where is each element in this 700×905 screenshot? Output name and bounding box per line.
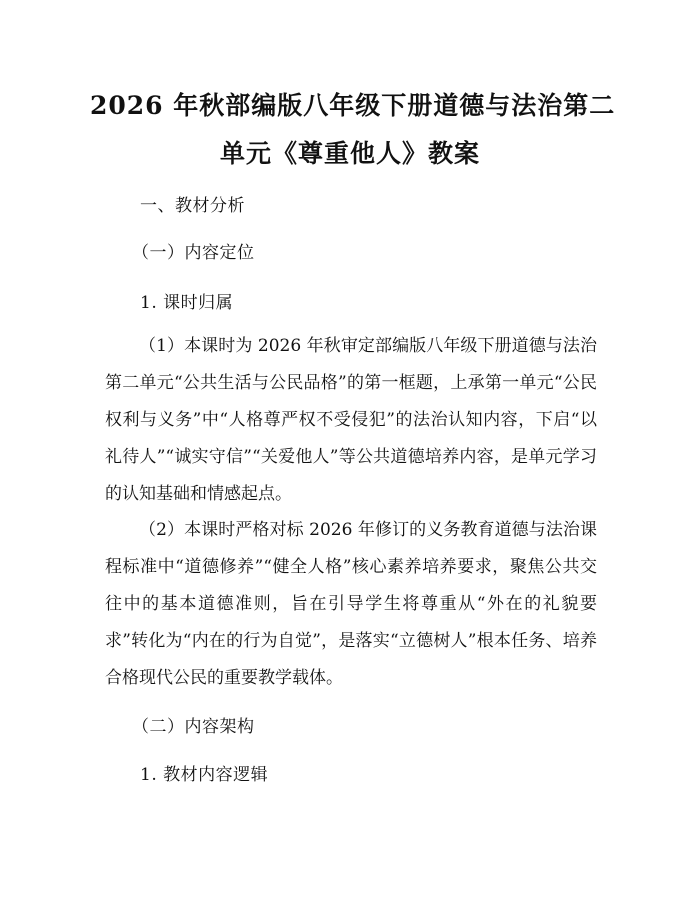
item-heading-content-logic: 1. 教材内容逻辑 <box>140 765 269 785</box>
document-title-line-1: 2026 年秋部编版八年级下册道德与法治第二 <box>90 91 616 120</box>
paragraph-1: （1）本课时为 2026 年秋审定部编版八年级下册道德与法治第二单元“公共生活与公民品格”的第一框题，上承第一单元“公民权利与义务”中“人格尊严权不受侵犯”的法治认知内容，下启“以礼待人”“诚实守信”“关爱他人”等公共道德培养内容，是单元学习的认知基础和情感起点。 <box>105 336 597 504</box>
subsection-heading-content-positioning: （一）内容定位 <box>132 243 255 263</box>
subsection-heading-content-structure: （二）内容架构 <box>132 717 255 737</box>
paragraph-2: （2）本课时严格对标 2026 年修订的义务教育道德与法治课程标准中“道德修养”“健全人格”核心素养培养要求，聚焦公共交往中的基本道德准则，旨在引导学生将尊重从“外在的礼貌要求”转化为“内在的行为自觉”，是落实“立德树人”根本任务、培养合格现代公民的重要教学载体。 <box>105 520 597 688</box>
item-heading-lesson-attribution: 1. 课时归属 <box>140 293 234 313</box>
section-heading-textbook-analysis: 一、教材分析 <box>140 196 245 216</box>
document-title-line-2: 单元《尊重他人》教案 <box>219 139 480 168</box>
